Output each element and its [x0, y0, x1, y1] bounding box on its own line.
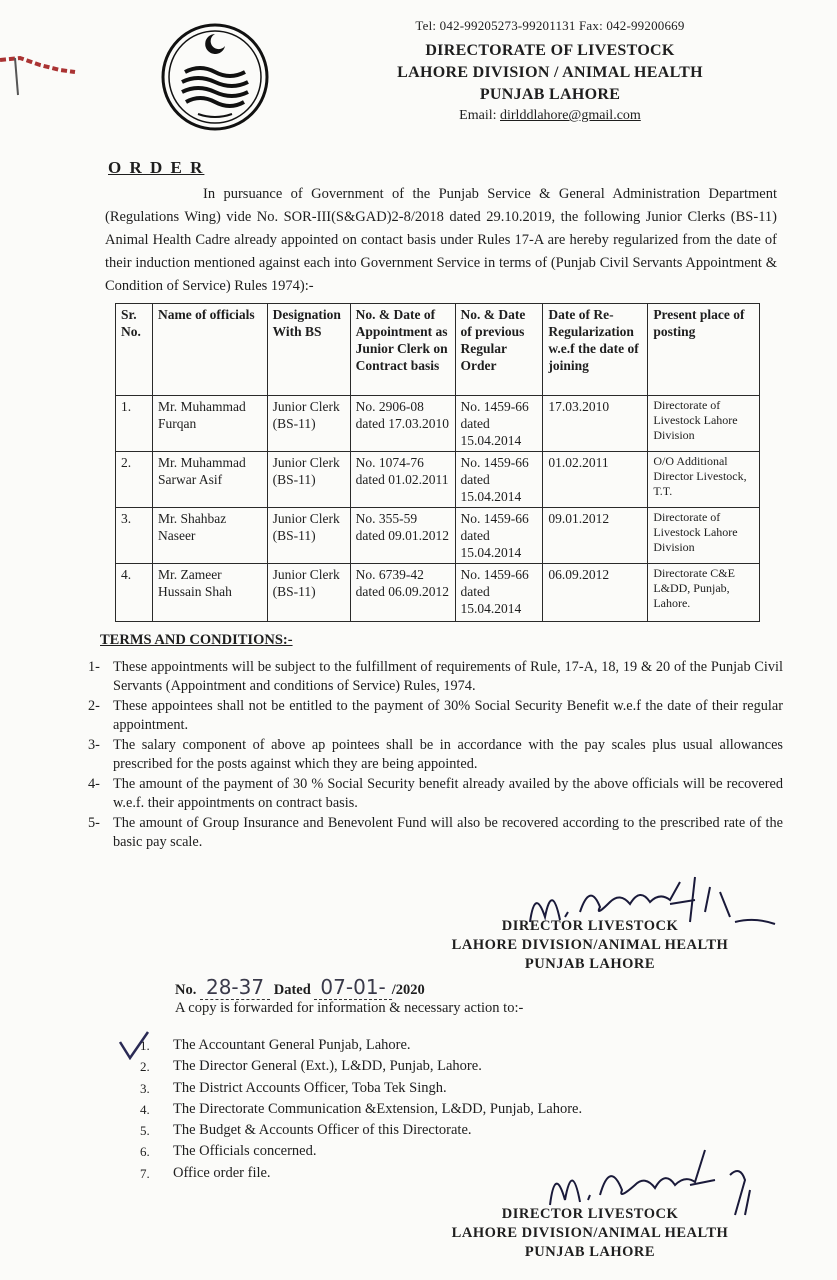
- list-item: [140, 1163, 582, 1184]
- signatory-title: DIRECTOR LIVESTOCK: [501, 1206, 679, 1222]
- cell-previous-order: No. 1459-66 dated 15.04.2014: [455, 564, 543, 622]
- list-number: 6.: [140, 1144, 150, 1160]
- cell-sr: 1.: [116, 396, 153, 452]
- cell-previous-order: No. 1459-66 dated 15.04.2014: [455, 452, 543, 508]
- cell-designation: Junior Clerk (BS-11): [267, 508, 350, 564]
- list-text: The Directorate Communication &Extension, L&DD, Punjab, Lahore.: [173, 1100, 583, 1117]
- list-item: [140, 1035, 582, 1056]
- letterhead-line-2: LAHORE DIVISION / ANIMAL HEALTH: [397, 64, 703, 81]
- cell-date: 06.09.2012: [543, 564, 648, 622]
- term-item: [88, 775, 783, 813]
- cell-sr: 4.: [116, 564, 153, 622]
- term-number: 2-: [88, 698, 100, 714]
- term-item: [88, 736, 783, 774]
- cell-name: Mr. Muhammad Furqan: [152, 396, 267, 452]
- terms-list: [88, 658, 783, 853]
- list-number: 1.: [140, 1038, 150, 1053]
- cell-name: Mr. Zameer Hussain Shah: [152, 564, 267, 622]
- list-text: The Accountant General Punjab, Lahore.: [173, 1037, 411, 1053]
- list-text: The Budget & Accounts Officer of this Directorate.: [173, 1122, 472, 1139]
- term-number: 3-: [88, 737, 100, 753]
- cell-previous-order: No. 1459-66 dated 15.04.2014: [455, 508, 543, 564]
- cell-previous-order: No. 1459-66 dated 15.04.2014: [455, 396, 543, 452]
- margin-scribble: [0, 40, 80, 110]
- term-number: 5-: [88, 815, 100, 831]
- email-label: Email:: [459, 108, 497, 123]
- order-title: O R D E R: [108, 158, 205, 177]
- signatory-division: LAHORE DIVISION/ANIMAL HEALTH: [451, 1225, 729, 1241]
- cell-posting: Directorate C&E L&DD, Punjab, Lahore.: [648, 564, 760, 622]
- letterhead: [370, 18, 730, 124]
- cell-designation: Junior Clerk (BS-11): [267, 564, 350, 622]
- term-item: [88, 697, 783, 735]
- signatory-title: DIRECTOR LIVESTOCK: [501, 918, 679, 934]
- telephone-fax-line: Tel: 042-99205273-99201131 Fax: 042-99200669: [415, 18, 685, 33]
- reference-date-value: 07-01-: [314, 975, 391, 1000]
- copy-recipients-list: [140, 1035, 582, 1184]
- list-item: [140, 1099, 582, 1120]
- cell-appointment: No. 1074-76 dated 01.02.2011: [350, 452, 455, 508]
- col-header-reregularization: Date of Re-Regularization w.e.f the date of joining: [543, 304, 648, 396]
- list-text: The Director General (Ext.), L&DD, Punjab, Lahore.: [173, 1058, 482, 1075]
- cell-sr: 2.: [116, 452, 153, 508]
- signatory-division: LAHORE DIVISION/ANIMAL HEALTH: [451, 937, 729, 953]
- email-line: [370, 108, 730, 124]
- list-text: The Officials concerned.: [173, 1143, 317, 1160]
- list-number: 3.: [140, 1080, 150, 1096]
- col-header-designation: Designation With BS: [267, 304, 350, 396]
- list-number: 5.: [140, 1123, 150, 1139]
- signatory-city: PUNJAB LAHORE: [524, 956, 656, 972]
- cell-date: 01.02.2011: [543, 452, 648, 508]
- cell-posting: Directorate of Livestock Lahore Division: [648, 396, 760, 452]
- term-number: 1-: [88, 659, 100, 675]
- list-item: [140, 1056, 582, 1077]
- table-row: [116, 508, 760, 564]
- cell-date: 09.01.2012: [543, 508, 648, 564]
- list-number: 2.: [140, 1059, 150, 1075]
- col-header-name: Name of officials: [152, 304, 267, 396]
- reference-no-value: 28-37: [200, 975, 270, 1000]
- list-number: 7.: [140, 1165, 150, 1181]
- table-header-row: [116, 304, 760, 396]
- letterhead-line-1: DIRECTORATE OF LIVESTOCK: [425, 42, 675, 59]
- term-item: [88, 814, 783, 852]
- cell-posting: O/O Additional Director Livestock, T.T.: [648, 452, 760, 508]
- col-header-posting: Present place of posting: [648, 304, 760, 396]
- email-address: dirlddlahore@gmail.com: [500, 108, 641, 123]
- reference-line: [175, 975, 425, 1000]
- cell-date: 17.03.2010: [543, 396, 648, 452]
- term-text: These appointments will be subject to the fulfillment of requirements of Rule, 17-A, 18, 19 & 20 of the Punjab Civil Servants (Appointment and conditions of Service) Rules, 1974.: [113, 659, 783, 694]
- signatory-city: PUNJAB LAHORE: [524, 1244, 656, 1260]
- term-text: These appointees shall not be entitled to the payment of 30% Social Security Benefit w.e.f the date of their regular appointment.: [113, 698, 783, 733]
- officials-table: [115, 303, 760, 622]
- cell-name: Mr. Shahbaz Naseer: [152, 508, 267, 564]
- reference-no-label: No.: [175, 982, 197, 998]
- col-header-sr: Sr. No.: [116, 304, 153, 396]
- list-item: [140, 1078, 582, 1099]
- intro-paragraph: In pursuance of Government of the Punjab Service & General Administration Department (Regulations Wing) vide No. SOR-III(S&GAD)2-8/2018 dated 29.10.2019, the following Junior Clerks (BS-11) Animal Health Cadre already appointed on contact basis under Rules 17-A are hereby regularized from the date of their induction mentioned against each into Government Service in terms of (Punjab Civil Servants Appointment & Condition of Service) Rules 1974):-: [105, 186, 777, 294]
- list-text: Office order file.: [173, 1164, 271, 1181]
- term-item: [88, 658, 783, 696]
- reference-year: /2020: [391, 982, 425, 998]
- punjab-emblem-logo: [160, 22, 270, 132]
- list-item: [140, 1141, 582, 1162]
- table-row: [116, 564, 760, 622]
- cell-designation: Junior Clerk (BS-11): [267, 396, 350, 452]
- reference-dated-label: Dated: [273, 982, 311, 998]
- term-text: The amount of the payment of 30 % Social Security benefit already availed by the above officials will be recovered w.e.f. their appointments on contract basis.: [113, 776, 783, 811]
- col-header-previous-order: No. & Date of previous Regular Order: [455, 304, 543, 396]
- cell-appointment: No. 2906-08 dated 17.03.2010: [350, 396, 455, 452]
- letterhead-line-3: PUNJAB LAHORE: [479, 86, 621, 103]
- signature-block-2: [420, 1205, 760, 1262]
- table-row: [116, 396, 760, 452]
- cell-appointment: No. 355-59 dated 09.01.2012: [350, 508, 455, 564]
- col-header-appointment: No. & Date of Appointment as Junior Clerk on Contract basis: [350, 304, 455, 396]
- terms-title: TERMS AND CONDITIONS:-: [100, 632, 293, 648]
- cell-sr: 3.: [116, 508, 153, 564]
- cell-posting: Directorate of Livestock Lahore Division: [648, 508, 760, 564]
- table-row: [116, 452, 760, 508]
- list-text: The District Accounts Officer, Toba Tek Singh.: [173, 1079, 447, 1096]
- cell-designation: Junior Clerk (BS-11): [267, 452, 350, 508]
- term-text: The amount of Group Insurance and Benevolent Fund will also be recovered according to the prescribed rate of the basic pay scale.: [113, 815, 783, 850]
- term-number: 4-: [88, 776, 100, 792]
- list-number: 4.: [140, 1101, 150, 1117]
- term-text: The salary component of above ap pointees shall be in accordance with the pay scales plus usual allowances prescribed for the posts against which they are being appointed.: [113, 737, 783, 772]
- cell-name: Mr. Muhammad Sarwar Asif: [152, 452, 267, 508]
- cell-appointment: No. 6739-42 dated 06.09.2012: [350, 564, 455, 622]
- list-item: [140, 1120, 582, 1141]
- signature-block-1: [420, 917, 760, 974]
- copy-forwarded-line: A copy is forwarded for information & necessary action to:-: [175, 1000, 524, 1016]
